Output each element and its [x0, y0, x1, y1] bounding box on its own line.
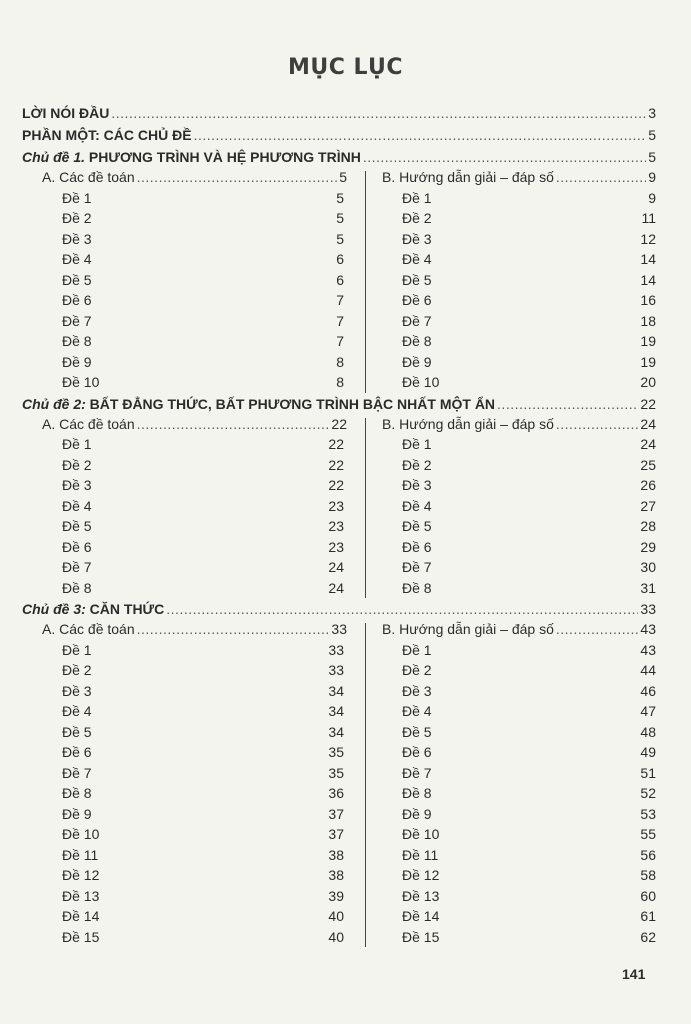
toc-row-page: 8	[336, 353, 344, 370]
toc-row[interactable]	[402, 683, 656, 703]
toc-row-page: 16	[640, 292, 656, 308]
toc-row-label: Đề 8	[402, 785, 432, 801]
toc-row[interactable]	[62, 333, 344, 353]
toc-row-page: 27	[640, 497, 656, 514]
toc-row-label: Đề 1	[62, 436, 92, 452]
toc-row[interactable]	[62, 559, 344, 579]
toc-row[interactable]	[62, 683, 344, 703]
right-column-label: B. Hướng dẫn giải – đáp số	[382, 415, 554, 432]
toc-row-page: 24	[328, 559, 344, 575]
section-number: Chủ đề 2:	[22, 395, 86, 412]
toc-row[interactable]	[402, 908, 656, 928]
toc-row-page: 43	[640, 641, 656, 658]
toc-row-page: 60	[640, 887, 656, 904]
toc-row-page: 48	[640, 723, 656, 740]
toc-row-page: 7	[336, 292, 344, 308]
toc-row-label: Đề 5	[402, 518, 432, 534]
toc-row-label: Đề 3	[62, 682, 92, 699]
toc-row-page: 47	[640, 703, 656, 719]
toc-row-page: 5	[336, 189, 344, 206]
toc-row-page: 37	[328, 805, 344, 822]
page-number: 141	[622, 966, 646, 982]
toc-row-label: Đề 6	[62, 744, 92, 760]
toc-row-page: 38	[328, 867, 344, 883]
toc-row-label: Đề 6	[402, 292, 432, 308]
toc-row[interactable]	[62, 724, 344, 744]
column-divider	[365, 623, 366, 947]
right-column-heading[interactable]	[382, 169, 656, 189]
toc-row[interactable]	[402, 539, 656, 559]
toc-row-page: 40	[328, 908, 344, 924]
toc-row-label: Đề 7	[62, 764, 92, 781]
toc-row-label: Đề 5	[402, 723, 432, 740]
toc-row[interactable]	[402, 457, 656, 477]
toc-row[interactable]	[402, 333, 656, 353]
toc-row-label: Đề 10	[402, 826, 440, 842]
toc-row-label: Đề 4	[402, 703, 432, 719]
toc-row-label: Đề 8	[62, 333, 92, 349]
toc-row-page: 53	[640, 805, 656, 822]
dot-leader	[556, 169, 646, 185]
toc-row[interactable]	[62, 498, 344, 518]
toc-row-label: Đề 8	[62, 579, 92, 596]
toc-row[interactable]	[62, 539, 344, 559]
toc-row[interactable]	[402, 662, 656, 682]
toc-row-label: Đề 7	[62, 312, 92, 329]
toc-row-label: Đề 14	[402, 908, 440, 924]
dot-leader	[111, 105, 646, 121]
toc-row[interactable]	[402, 642, 656, 662]
toc-row-page: 35	[328, 764, 344, 781]
dot-leader	[497, 396, 638, 412]
toc-row[interactable]	[402, 477, 656, 497]
toc-row-page: 12	[640, 230, 656, 247]
toc-row[interactable]	[402, 251, 656, 271]
toc-row-page: 22	[328, 477, 344, 493]
toc-row[interactable]	[62, 354, 344, 374]
toc-row-page: 9	[648, 189, 656, 206]
toc-entry[interactable]	[22, 105, 656, 125]
left-column-page: 5	[339, 169, 347, 185]
toc-row-page: 37	[328, 826, 344, 842]
section-title: BẤT ĐẲNG THỨC, BẤT PHƯƠNG TRÌNH BẬC NHẤT MỘT ẨN	[85, 395, 496, 412]
toc-row-label: Đề 2	[402, 662, 432, 678]
toc-row[interactable]	[62, 190, 344, 210]
toc-row[interactable]	[402, 826, 656, 846]
toc-row-label: Đề 8	[402, 333, 432, 349]
right-column-page: 9	[648, 169, 656, 185]
column-divider	[365, 418, 366, 599]
toc-row-page: 34	[328, 682, 344, 699]
toc-row[interactable]	[62, 210, 344, 230]
toc-row[interactable]	[402, 785, 656, 805]
toc-entry-page: 3	[648, 105, 656, 121]
dot-leader	[137, 621, 330, 637]
toc-row-page: 7	[336, 312, 344, 329]
toc-row-page: 58	[640, 867, 656, 883]
left-column-label: A. Các đề toán	[42, 621, 135, 637]
toc-row[interactable]	[62, 457, 344, 477]
toc-row[interactable]	[402, 744, 656, 764]
toc-row-page: 18	[640, 312, 656, 329]
toc-row-page: 22	[328, 456, 344, 473]
toc-row[interactable]	[62, 313, 344, 333]
toc-row[interactable]	[62, 642, 344, 662]
toc-row-label: Đề 1	[402, 641, 432, 658]
toc-row-page: 5	[336, 230, 344, 247]
toc-row-page: 7	[336, 333, 344, 349]
page-title: MỤC LỤC	[287, 55, 404, 80]
toc-row-label: Đề 10	[62, 826, 100, 842]
toc-row[interactable]	[62, 847, 344, 867]
toc-row-label: Đề 7	[402, 559, 432, 575]
dot-leader	[194, 127, 647, 143]
section-page: 5	[648, 149, 656, 165]
toc-row-page: 11	[641, 210, 656, 226]
toc-row-page: 24	[640, 436, 656, 452]
toc-row-page: 44	[640, 662, 656, 678]
right-column-label: B. Hướng dẫn giải – đáp số	[382, 621, 554, 637]
toc-row-label: Đề 4	[402, 251, 432, 267]
toc-row-label: Đề 13	[62, 887, 100, 904]
dot-leader	[137, 169, 338, 185]
toc-row-label: Đề 9	[62, 353, 92, 370]
toc-row-page: 23	[328, 518, 344, 534]
right-column-page: 24	[640, 415, 656, 432]
toc-row[interactable]	[62, 806, 344, 826]
toc-row-page: 14	[640, 271, 656, 288]
section-number: Chủ đề 3:	[22, 601, 86, 617]
toc-row[interactable]	[402, 354, 656, 374]
toc-row[interactable]	[402, 498, 656, 518]
toc-row-page: 19	[640, 333, 656, 349]
left-column-page: 22	[331, 415, 347, 432]
toc-row-page: 30	[640, 559, 656, 575]
toc-row[interactable]	[62, 272, 344, 292]
toc-row-label: Đề 10	[402, 374, 440, 390]
toc-row-label: Đề 5	[62, 723, 92, 740]
toc-row-label: Đề 6	[402, 538, 432, 555]
toc-row-label: Đề 6	[402, 744, 432, 760]
toc-row-page: 28	[640, 518, 656, 534]
toc-row-page: 5	[336, 210, 344, 226]
toc-row-page: 52	[640, 785, 656, 801]
toc-row-label: Đề 9	[62, 805, 92, 822]
toc-row[interactable]	[62, 477, 344, 497]
toc-row-page: 8	[336, 374, 344, 390]
toc-row-page: 29	[640, 538, 656, 555]
toc-row[interactable]	[62, 908, 344, 928]
section-heading[interactable]	[22, 396, 656, 416]
toc-row-page: 38	[328, 846, 344, 863]
toc-row-label: Đề 3	[62, 230, 92, 247]
toc-row-label: Đề 7	[402, 764, 432, 781]
toc-row[interactable]	[62, 231, 344, 251]
toc-row[interactable]	[62, 662, 344, 682]
toc-row-label: Đề 12	[62, 867, 100, 883]
toc-row[interactable]	[402, 436, 656, 456]
toc-row-label: Đề 11	[62, 846, 99, 863]
toc-row[interactable]	[402, 765, 656, 785]
toc-row-page: 49	[640, 744, 656, 760]
toc-row-label: Đề 4	[62, 251, 92, 267]
toc-row[interactable]	[62, 867, 344, 887]
toc-row-label: Đề 11	[402, 846, 439, 863]
section-number: Chủ đề 1.	[22, 149, 86, 165]
section-heading[interactable]	[22, 601, 656, 621]
toc-row[interactable]	[402, 292, 656, 312]
toc-row-label: Đề 2	[62, 456, 92, 473]
section-title: PHƯƠNG TRÌNH VÀ HỆ PHƯƠNG TRÌNH	[85, 149, 361, 165]
toc-row-label: Đề 6	[62, 292, 92, 308]
toc-row-label: Đề 10	[62, 374, 100, 390]
toc-row-label: Đề 1	[62, 189, 92, 206]
toc-row[interactable]	[62, 826, 344, 846]
toc-row[interactable]	[62, 744, 344, 764]
toc-row[interactable]	[402, 929, 656, 949]
toc-row-page: 6	[336, 271, 344, 288]
toc-row-label: Đề 5	[402, 271, 432, 288]
toc-row-page: 36	[328, 785, 344, 801]
toc-row-label: Đề 4	[62, 497, 92, 514]
toc-row[interactable]	[402, 888, 656, 908]
toc-row[interactable]	[402, 190, 656, 210]
toc-entry[interactable]	[22, 127, 656, 147]
toc-row-label: Đề 3	[62, 477, 92, 493]
toc-row[interactable]	[62, 251, 344, 271]
toc-row[interactable]	[402, 518, 656, 538]
section-heading[interactable]	[22, 149, 656, 169]
toc-row-label: Đề 13	[402, 887, 440, 904]
section-title: CĂN THỨC	[85, 601, 165, 617]
toc-row-label: Đề 7	[62, 559, 92, 575]
toc-row-page: 20	[640, 374, 656, 390]
toc-row[interactable]	[62, 374, 344, 394]
toc-entry-label: LỜI NÓI ĐẦU	[22, 105, 110, 121]
section-heading-label	[22, 149, 361, 165]
dot-leader	[137, 416, 330, 432]
section-heading-label	[22, 601, 164, 617]
toc-row-label: Đề 4	[402, 497, 432, 514]
toc-row[interactable]	[62, 292, 344, 312]
left-column-heading[interactable]	[42, 621, 347, 641]
toc-row-page: 51	[640, 764, 656, 781]
left-column-heading[interactable]	[42, 416, 347, 436]
toc-row-page: 14	[640, 251, 656, 267]
toc-row[interactable]	[62, 580, 344, 600]
toc-row-page: 33	[328, 662, 344, 678]
toc-row[interactable]	[62, 703, 344, 723]
toc-row-page: 56	[640, 846, 656, 863]
toc-row[interactable]	[402, 231, 656, 251]
toc-row-page: 25	[640, 456, 656, 473]
toc-row-label: Đề 3	[402, 230, 432, 247]
dot-leader	[556, 621, 639, 637]
toc-row-label: Đề 8	[62, 785, 92, 801]
toc-row-page: 6	[336, 251, 344, 267]
toc-row-label: Đề 14	[62, 908, 100, 924]
toc-row-label: Đề 1	[402, 436, 432, 452]
toc-row-page: 23	[328, 538, 344, 555]
toc-row-page: 55	[640, 826, 656, 842]
toc-row[interactable]	[62, 436, 344, 456]
toc-row-label: Đề 15	[62, 928, 100, 945]
section-heading-label	[22, 396, 495, 412]
toc-row-label: Đề 3	[402, 682, 432, 699]
toc-row-page: 19	[640, 353, 656, 370]
dot-leader	[166, 601, 638, 617]
toc-row[interactable]	[402, 313, 656, 333]
toc-row-page: 31	[640, 579, 656, 596]
left-column-page: 33	[331, 621, 347, 637]
left-column-label: A. Các đề toán	[42, 169, 135, 185]
toc-row[interactable]	[62, 785, 344, 805]
toc-row-label: Đề 12	[402, 867, 440, 883]
toc-row-label: Đề 9	[402, 805, 432, 822]
toc-row-page: 61	[640, 908, 656, 924]
left-column-heading[interactable]	[42, 169, 347, 189]
toc-row-label: Đề 15	[402, 928, 440, 945]
toc-row-label: Đề 2	[62, 210, 92, 226]
toc-row-label: Đề 6	[62, 538, 92, 555]
right-column-heading[interactable]	[382, 621, 656, 641]
toc-row-label: Đề 1	[62, 641, 92, 658]
toc-row[interactable]	[62, 518, 344, 538]
right-column-label: B. Hướng dẫn giải – đáp số	[382, 169, 554, 185]
dot-leader	[363, 149, 646, 165]
toc-row-page: 46	[640, 682, 656, 699]
toc-row[interactable]	[62, 888, 344, 908]
toc-row-label: Đề 2	[402, 456, 432, 473]
toc-row-label: Đề 7	[402, 312, 432, 329]
toc-row-page: 24	[328, 579, 344, 596]
section-page: 33	[640, 601, 656, 617]
toc-row[interactable]	[62, 765, 344, 785]
toc-row[interactable]	[402, 703, 656, 723]
toc-row-page: 23	[328, 497, 344, 514]
toc-row-page: 22	[328, 436, 344, 452]
toc-row-label: Đề 4	[62, 703, 92, 719]
toc-row[interactable]	[402, 724, 656, 744]
toc-row[interactable]	[402, 847, 656, 867]
toc-row[interactable]	[402, 867, 656, 887]
toc-row[interactable]	[402, 210, 656, 230]
toc-row-page: 33	[328, 641, 344, 658]
toc-row[interactable]	[402, 374, 656, 394]
toc-row[interactable]	[62, 929, 344, 949]
toc-entry-page: 5	[648, 127, 656, 143]
left-column-label: A. Các đề toán	[42, 415, 135, 432]
right-column-heading[interactable]	[382, 416, 656, 436]
toc-row-page: 40	[328, 928, 344, 945]
toc-row-page: 62	[640, 928, 656, 945]
dot-leader	[556, 416, 639, 432]
toc-row-label: Đề 8	[402, 579, 432, 596]
toc-row-label: Đề 2	[62, 662, 92, 678]
section-page: 22	[640, 395, 656, 412]
toc-row-label: Đề 3	[402, 477, 432, 493]
toc-row-page: 26	[640, 477, 656, 493]
toc-row-label: Đề 9	[402, 353, 432, 370]
toc-row-page: 34	[328, 703, 344, 719]
toc-entry-label: PHẦN MỘT: CÁC CHỦ ĐỀ	[22, 127, 192, 143]
right-column-page: 43	[640, 621, 656, 637]
toc-row-page: 39	[328, 887, 344, 904]
toc-row-label: Đề 5	[62, 518, 92, 534]
toc-row[interactable]	[402, 580, 656, 600]
column-divider	[365, 171, 366, 393]
toc-row-label: Đề 1	[402, 189, 432, 206]
toc-row-label: Đề 2	[402, 210, 432, 226]
toc-row-page: 34	[328, 723, 344, 740]
toc-row-page: 35	[328, 744, 344, 760]
toc-row[interactable]	[402, 559, 656, 579]
toc-row[interactable]	[402, 806, 656, 826]
toc-row[interactable]	[402, 272, 656, 292]
toc-row-label: Đề 5	[62, 271, 92, 288]
